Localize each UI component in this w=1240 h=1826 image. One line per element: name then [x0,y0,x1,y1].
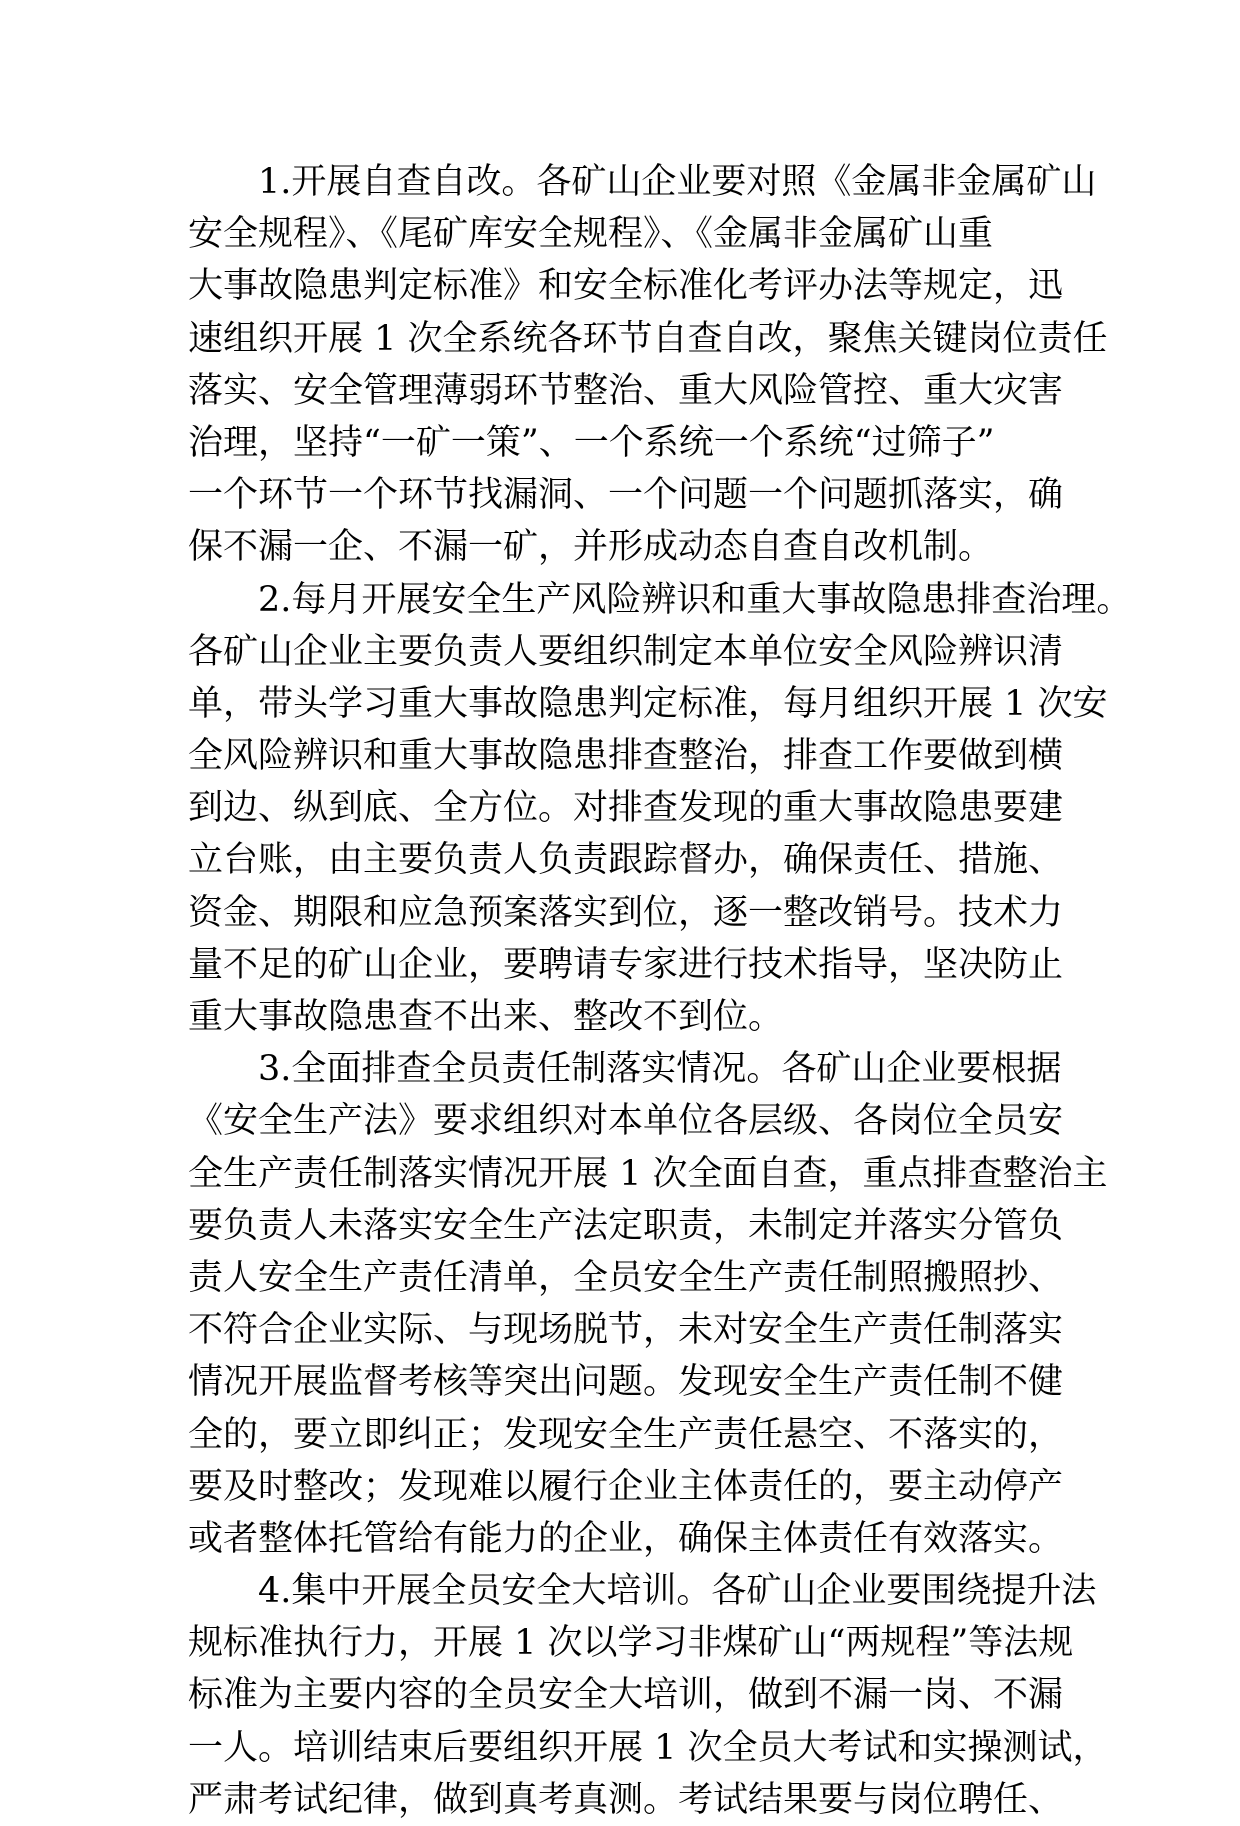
paragraph-line: 3.全面排查全员责任制落实情况。各矿山企业要根据 [258,1049,1062,1090]
paragraph-line: 一人。培训结束后要组织开展 1 次全员大考试和实操测试， [188,1727,1108,1768]
paragraph-line: 到边、纵到底、全方位。对排查发现的重大事故隐患要建 [188,788,1064,829]
paragraph-line: 要及时整改；发现难以履行企业主体责任的，要主动停产 [188,1466,1064,1507]
paragraph-line: 速组织开展 1 次全系统各环节自查自改，聚焦关键岗位责任 [188,318,1108,359]
paragraph-line: 量不足的矿山企业，要聘请专家进行技术指导，坚决防止 [188,944,1064,985]
paragraph-line: 《安全生产法》要求组织对本单位各层级、各岗位全员安 [188,1101,1064,1142]
paragraph-2 [188,574,1132,1044]
paragraph-line: 安全规程》、《尾矿库安全规程》、《金属非金属矿山重 [188,214,994,255]
paragraph-line: 要负责人未落实安全生产法定职责，未制定并落实分管负 [188,1205,1064,1246]
paragraph-line: 责人安全生产责任清单，全员安全生产责任制照搬照抄、 [188,1257,1064,1298]
paragraph-4 [188,1565,1108,1826]
paragraph-line: 情况开展监督考核等突出问题。发现安全生产责任制不健 [188,1362,1064,1403]
paragraph-line: 2.每月开展安全生产风险辨识和重大事故隐患排查治理。 [258,579,1132,620]
paragraph-line: 严肃考试纪律，做到真考真测。考试结果要与岗位聘任、 [188,1779,1064,1820]
paragraph-line: 单，带头学习重大事故隐患判定标准，每月组织开展 1 次安 [188,683,1108,724]
paragraph-line: 全风险辨识和重大事故隐患排查整治，排查工作要做到横 [188,736,1064,777]
paragraph-line: 立台账，由主要负责人负责跟踪督办，确保责任、措施、 [188,840,1064,881]
paragraph-line: 落实、安全管理薄弱环节整治、重大风险管控、重大灾害 [188,370,1064,411]
paragraph-line: 大事故隐患判定标准》和安全标准化考评办法等规定，迅 [188,266,1064,307]
paragraph-line: 资金、期限和应急预案落实到位，逐一整改销号。技术力 [188,892,1064,933]
paragraph-line: 全的，要立即纠正；发现安全生产责任悬空、不落实的， [188,1414,1064,1455]
paragraph-line: 治理，坚持“一矿一策”、一个系统一个系统“过筛子” [188,422,995,463]
paragraph-line: 1.开展自查自改。各矿山企业要对照《金属非金属矿山 [258,162,1097,202]
paragraph-line: 规标准执行力，开展 1 次以学习非煤矿山“两规程”等法规 [188,1623,1074,1664]
paragraph-1 [188,156,1108,574]
paragraph-line: 一个环节一个环节找漏洞、一个问题一个问题抓落实，确 [188,475,1064,516]
paragraph-line: 保不漏一企、不漏一矿，并形成动态自查自改机制。 [188,527,994,568]
paragraph-line: 标准为主要内容的全员安全大培训，做到不漏一岗、不漏 [188,1675,1064,1716]
document-body [188,156,1132,1826]
paragraph-line: 或者整体托管给有能力的企业，确保主体责任有效落实。 [188,1518,1064,1559]
paragraph-line: 不符合企业实际、与现场脱节，未对安全生产责任制落实 [188,1310,1064,1351]
paragraph-line: 重大事故隐患查不出来、整改不到位。 [188,997,784,1037]
paragraph-line: 4.集中开展全员安全大培训。各矿山企业要围绕提升法 [258,1571,1097,1612]
paragraph-3 [188,1043,1108,1565]
paragraph-line: 全生产责任制落实情况开展 1 次全面自查，重点排查整治主 [188,1153,1108,1194]
paragraph-line: 各矿山企业主要负责人要组织制定本单位安全风险辨识清 [188,631,1064,672]
